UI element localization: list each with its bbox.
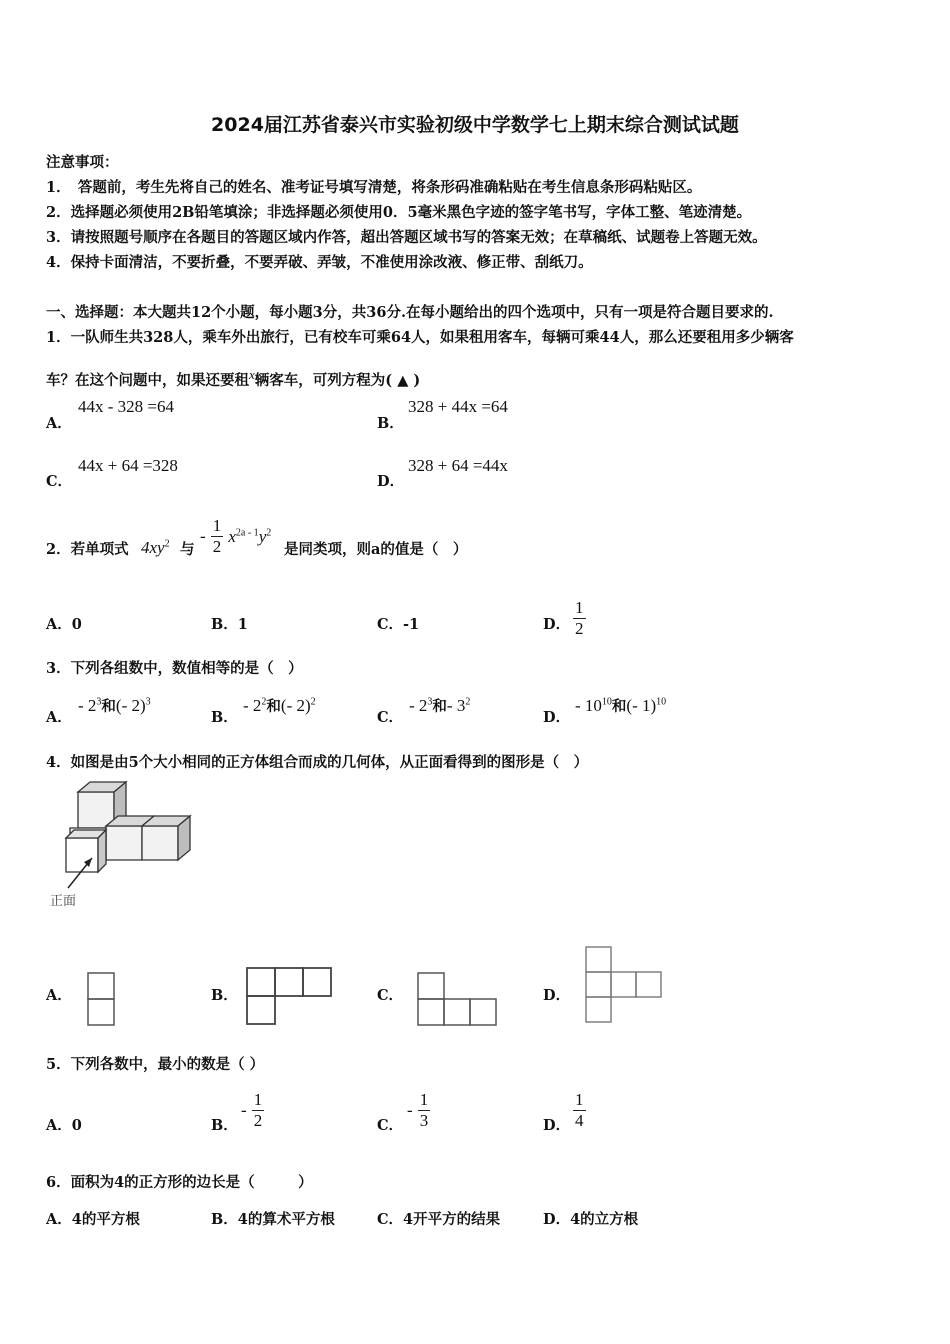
q2-stem-pre: 2．若单项式 xyxy=(46,541,129,558)
q6-option-a: A．4的平方根 xyxy=(46,1211,140,1228)
q6-option-b: B．4的算术平方根 xyxy=(211,1211,335,1228)
q1-stem-line1: 1．一队师生共328人，乘车外出旅行，已有校车可乘64人，如果租用客车，每辆可乘44人，那么还要租用多少辆客 xyxy=(46,329,794,346)
q1-option-d-expr: 328 + 64 =44x xyxy=(408,456,508,475)
q5-option-b-expr: - $\frac{1}{2}$ xyxy=(241,1090,263,1130)
q4-option-b-figure xyxy=(246,967,334,1027)
q4-figure-label: 正面 xyxy=(50,894,77,909)
q5-option-d-expr: $\frac{1}{4}$ xyxy=(575,1090,584,1130)
q5-option-a: A．0 xyxy=(46,1117,82,1134)
q6-stem: 6．面积为4的正方形的边长是（ ） xyxy=(46,1174,313,1191)
q6-option-c: C．4开平方的结果 xyxy=(377,1211,501,1228)
q4-option-a-label: A． xyxy=(46,987,72,1004)
q3-option-a-expr: - $2^3$和(- 2)$^3$ xyxy=(78,696,151,715)
q3-option-d-label: D． xyxy=(543,709,571,726)
q3-option-d-expr: - $10^{10}$和(- 1)$^{10}$ xyxy=(575,696,667,715)
q1-option-a-label: A． xyxy=(46,415,72,432)
q1-stem-line2: 车？在这个问题中，如果还要租x辆客车，可列方程为( ▲ ) xyxy=(46,367,421,389)
q3-option-c-expr: - $2^3$和- $3^2$ xyxy=(409,696,471,715)
q3-option-b-expr: - $2^2$和(- 2)$^2$ xyxy=(243,696,316,715)
notice-item-3: 3．请按照题号顺序在各题目的答题区域内作答，超出答题区域书写的答案无效；在草稿纸、试题卷上答题无效。 xyxy=(46,229,767,246)
notice-heading: 注意事项： xyxy=(46,154,119,171)
q3-option-a-label: A． xyxy=(46,709,72,726)
q5-option-c-label: C． xyxy=(377,1117,404,1134)
q2-stem-mid: 与 xyxy=(180,541,195,558)
q1-option-a-expr: 44x - 328 =64 xyxy=(78,397,174,416)
notice-item-1: 1． 答题前，考生先将自己的姓名、准考证号填写清楚，将条形码准确粘贴在考生信息条形码粘贴区。 xyxy=(46,179,702,196)
q1-option-b-label: B． xyxy=(377,415,404,432)
q6-option-d: D．4的立方根 xyxy=(543,1211,639,1228)
q1-option-d-label: D． xyxy=(377,473,405,490)
q4-option-b-label: B． xyxy=(211,987,238,1004)
q4-option-c-label: C． xyxy=(377,987,404,1004)
q4-stem: 4．如图是由5个大小相同的正方体组合而成的几何体，从正面看得到的图形是（ ） xyxy=(46,754,589,771)
q5-stem: 5．下列各数中，最小的数是（ ） xyxy=(46,1056,265,1073)
q2-monomial-2: - $\frac{1}{2}$ $x^{2a - 1}y^2$ xyxy=(200,516,272,556)
q2-stem-post: 是同类项，则a的值是（ ） xyxy=(284,541,468,558)
q3-option-b-label: B． xyxy=(211,709,238,726)
q4-option-a-figure xyxy=(87,972,117,1027)
notice-item-2: 2．选择题必须使用2B铅笔填涂；非选择题必须使用0．5毫米黑色字迹的签字笔书写，字体工整、笔迹清楚。 xyxy=(46,204,752,221)
q3-stem: 3．下列各组数中，数值相等的是（ ） xyxy=(46,660,303,677)
q4-option-d-figure xyxy=(585,946,665,1028)
q1-option-c-expr: 44x + 64 =328 xyxy=(78,456,178,475)
q4-option-c-figure xyxy=(417,972,499,1030)
page-title: 2024届江苏省泰兴市实验初级中学数学七上期末综合测试试题 xyxy=(211,114,739,136)
q4-option-d-label: D． xyxy=(543,987,571,1004)
q2-option-a: A．0 xyxy=(46,616,82,633)
q2-option-d-label: D． xyxy=(543,616,571,633)
q2-option-b: B．1 xyxy=(211,616,248,633)
q5-option-d-label: D． xyxy=(543,1117,571,1134)
section-heading: 一、选择题：本大题共12个小题，每小题3分，共36分.在每小题给出的四个选项中，只有一项是符合题目要求的. xyxy=(46,304,774,321)
q5-option-b-label: B． xyxy=(211,1117,238,1134)
q2-option-d-fraction: $\frac{1}{2}$ xyxy=(575,598,584,638)
q5-option-c-expr: - $\frac{1}{3}$ xyxy=(407,1090,429,1130)
q1-option-b-expr: 328 + 44x =64 xyxy=(408,397,508,416)
q1-option-c-label: C． xyxy=(46,473,73,490)
q3-option-c-label: C． xyxy=(377,709,404,726)
q2-monomial-1: $4xy^2$ xyxy=(141,538,170,557)
notice-item-4: 4．保持卡面清洁，不要折叠，不要弄破、弄皱，不准使用涂改液、修正带、刮纸刀。 xyxy=(46,254,593,271)
q2-option-c: C．-1 xyxy=(377,616,420,633)
